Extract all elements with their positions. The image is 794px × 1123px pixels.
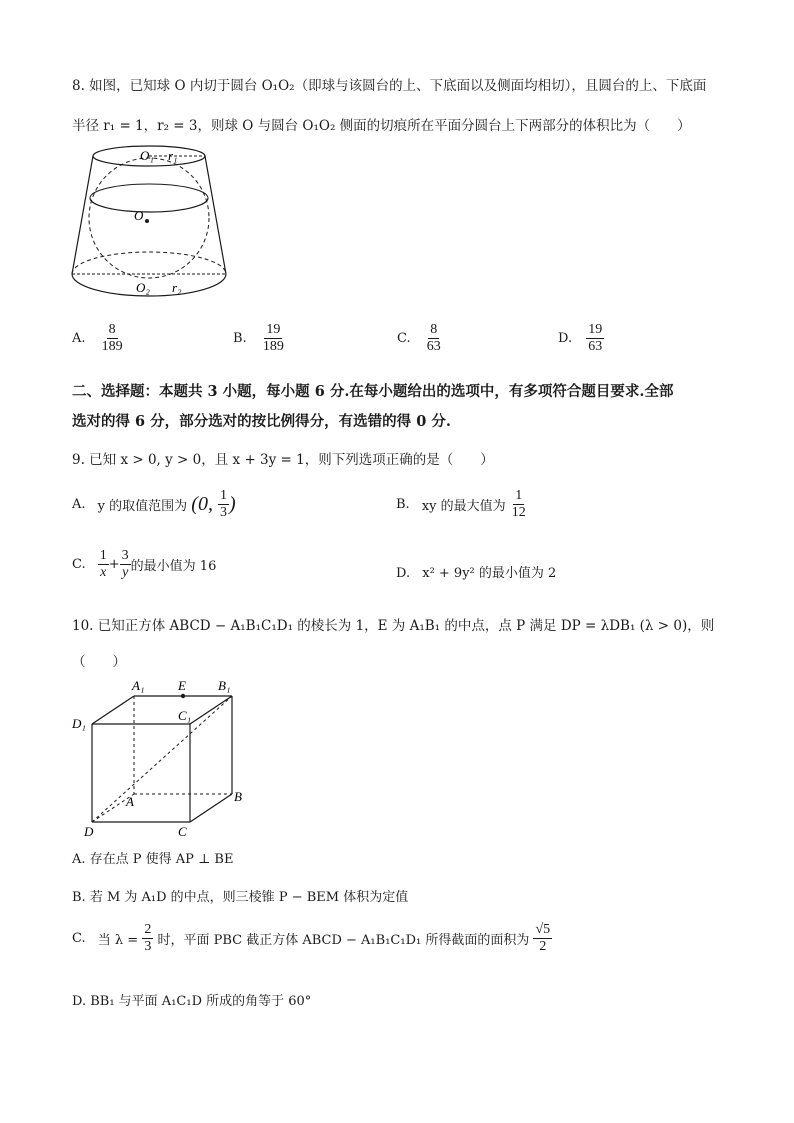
q8-option-a: A. $\frac{8}{189}$ — [72, 322, 123, 355]
label-o: O — [134, 208, 144, 223]
label-o2: O₂ — [136, 280, 150, 295]
q8-stem-line1: 8. 如图，已知球 O 内切于圆台 O₁O₂（即球与该圆台的上、下底面以及侧面均相切），且圆台的上、下底面 — [72, 78, 707, 94]
q10-option-a: A. 存在点 P 使得 AP ⊥ BE — [72, 852, 234, 867]
label-b: B — [234, 789, 242, 804]
q10-option-b: B. 若 M 为 A₁D 的中点，则三棱锥 P − BEM 体积为定值 — [72, 890, 409, 905]
label-r2: r₂ — [172, 280, 182, 295]
q8-option-b: B. $\frac{19}{189}$ — [233, 322, 284, 355]
q8-option-c: C. $\frac{8}{63}$ — [397, 322, 441, 355]
q10-option-d: D. BB₁ 与平面 A₁C₁D 所成的角等于 60° — [72, 994, 312, 1009]
label-a: A — [126, 794, 134, 809]
q10-stem-line1: 10. 已知正方体 ABCD − A₁B₁C₁D₁ 的棱长为 1，E 为 A₁B₁ 的中点，点 P 满足 DP = λDB₁ (λ > 0)，则 — [72, 618, 715, 634]
q9-option-d: D. x² + 9y² 的最小值为 2 — [396, 566, 557, 581]
label-b1: B₁ — [218, 678, 231, 693]
label-d: D — [84, 824, 94, 839]
label-e: E — [178, 678, 186, 693]
section2-line1: 二、选择题：本题共 3 小题，每小题 6 分.在每小题给出的选项中，有多项符合题目要求.全部 — [72, 383, 674, 400]
q9-stem: 9. 已知 x > 0, y > 0，且 x + 3y = 1，则下列选项正确的是（ ） — [72, 452, 494, 468]
q8-option-d: D. $\frac{19}{63}$ — [558, 322, 603, 355]
q10-option-c: C. 当 λ = $\frac{2}{3}$ 时，平面 PBC 截正方体 ABCD − A₁B₁C₁D₁ 所得截面的面积为 $\frac{√5}{2}$ — [72, 922, 551, 955]
q9-option-b: B. xy 的最大值为 $\frac{1}{12}$ — [396, 488, 526, 521]
label-c1: C₁ — [178, 708, 192, 723]
frustum-sphere-figure — [66, 140, 232, 312]
q8-stem-line2: 半径 r₁ = 1，r₂ = 3，则球 O 与圆台 O₁O₂ 侧面的切痕所在平面分圆台上下两部分的体积比为（ ） — [72, 118, 691, 134]
label-r1: r₁ — [168, 148, 178, 163]
label-d1: D₁ — [72, 716, 86, 731]
q9-option-a: A. y 的取值范围为 (0, $\frac{1}{3}$ ) — [72, 488, 236, 521]
q9-option-c: C. $\frac{1}{x}$ + $\frac{3}{y}$ 的最小值为 16 — [72, 548, 217, 581]
cube-figure — [70, 672, 260, 842]
label-o1: O₁ — [140, 148, 154, 163]
label-a1: A₁ — [132, 678, 145, 693]
label-c: C — [178, 824, 187, 839]
q10-stem-line2: （ ） — [72, 654, 126, 670]
section2-line2: 选对的得 6 分，部分选对的按比例得分，有选错的得 0 分. — [72, 413, 451, 430]
